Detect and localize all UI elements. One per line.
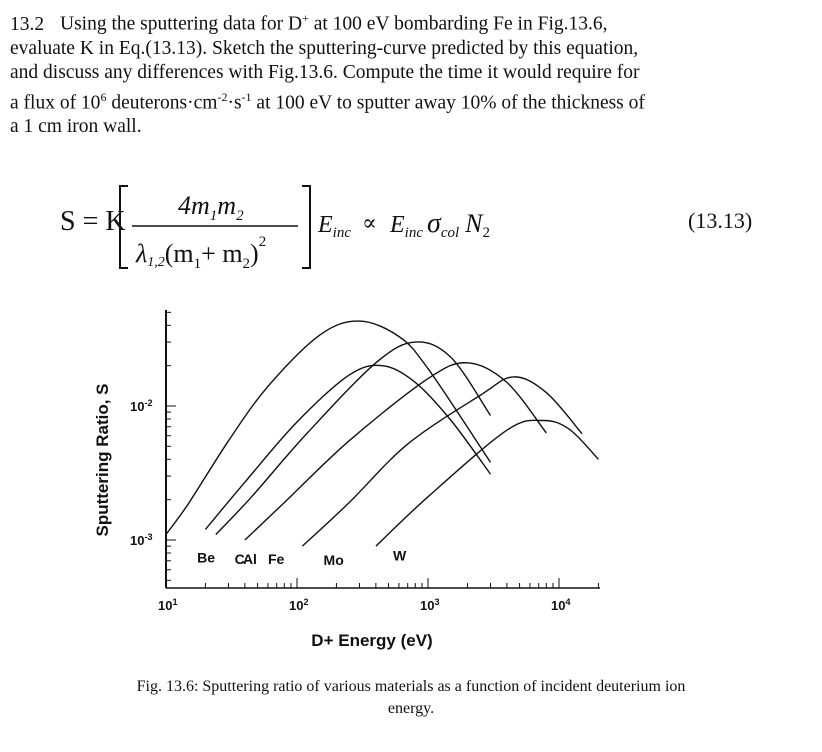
problem-line-2: evaluate K in Eq.(13.13). Sketch the sputtering-curve predicted by this equation, [10,37,639,59]
chart-ticks [130,312,598,613]
y-axis-label: Sputtering Ratio, S [93,383,112,537]
problem-text: at 100 eV to sputter away 10% of the thickness of [256,92,645,113]
chart-axes [166,310,600,588]
problem-number: 13.2 [10,13,45,35]
x-tick-label: $10^2$ [289,597,309,613]
problem-statement [10,6,810,139]
series-label-al: Al [242,551,257,568]
problem-text: a flux of 10 [10,92,101,113]
denominator: $\lambda 1,2(m_1+ m_2)^2$ [136,234,267,272]
problem-text: Using the sputtering data for D [60,13,303,35]
series-label-mo: Mo [323,552,344,569]
numerator: $4m_1m_2$ [178,191,244,224]
figure-caption [0,676,822,720]
chart-curves [166,321,598,546]
x-tick-label: $10^3$ [420,597,440,613]
x-tick-label: $10^4$ [551,597,571,613]
problem-text: at 100 eV bombarding Fe in Fig.13.6, [313,13,608,35]
series-line-w [376,420,599,546]
series-line-al [216,342,491,535]
series-label-be: Be [197,549,216,566]
series-label-fe: Fe [268,551,285,568]
caption-line-1: Fig. 13.6: Sputtering ratio of various materials as a function of incident deuterium ion [136,678,686,695]
problem-line-5: a 1 cm iron wall. [10,116,142,137]
y-tick-label: $10^{-3}$ [130,532,153,548]
problem-text: ·s [227,92,242,113]
rhs-expression: $E_{inc}$ $\sigma_{col}$ $N_2$ [390,208,490,241]
series-label-c: C [234,551,245,568]
superscript: 6 [100,89,107,104]
e-inc: $E_{inc}$ [318,212,351,241]
problem-text: deuterons·cm [111,92,218,113]
superscript: + [302,11,309,25]
problem-line-1 [10,6,810,37]
caption-line-2: energy. [387,700,435,717]
equation-lhs: S = K [60,206,126,237]
proportional-sign: ∝ [362,210,377,235]
superscript: -1 [241,89,252,104]
sputtering-chart [0,290,822,670]
equation-number: (13.13) [688,208,753,233]
series-line-be [166,321,491,534]
x-tick-label: $10^1$ [158,597,178,613]
problem-line-4 [10,85,810,116]
right-bracket [302,186,310,268]
x-axis-label: D+ Energy (eV) [311,631,433,650]
series-line-mo [302,377,582,546]
series-label-w: W [393,547,407,564]
y-tick-label: $10^{-2}$ [130,398,153,414]
superscript: -2 [217,89,228,104]
problem-line-3: and discuss any differences with Fig.13.6. Compute the time it would require for [10,61,640,83]
chart-labels [197,548,407,569]
